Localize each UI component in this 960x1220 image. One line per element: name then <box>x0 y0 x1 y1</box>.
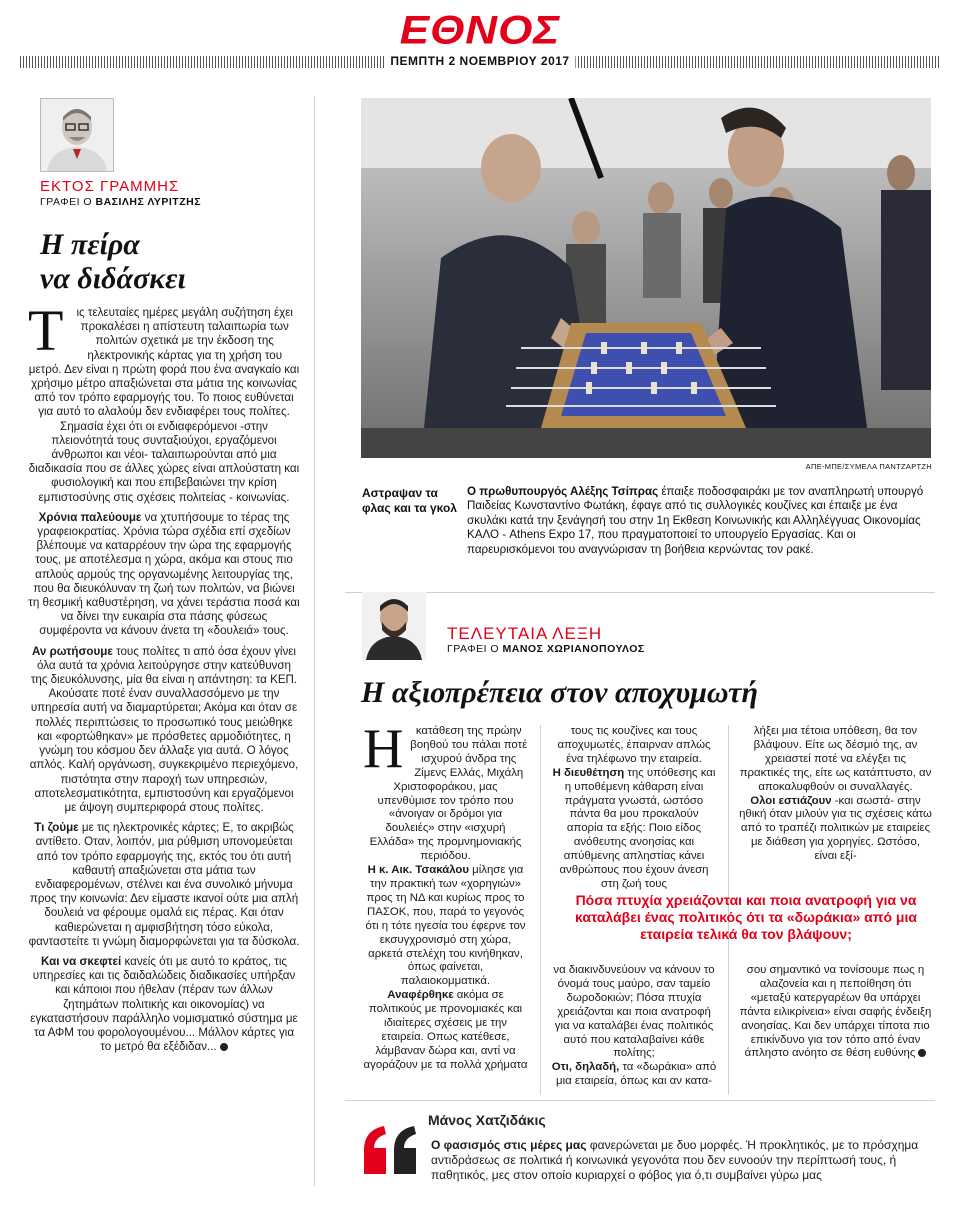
article2-column-2-lower <box>551 964 717 1089</box>
byline-2 <box>447 643 645 655</box>
pull-quote: Πόσα πτυχία χρειάζονται και ποια ανατροφή για να καταλάβει ένας πολιτικός ότι τα «δωράκια» από μια εταιρεία τελικά θα τον βλάψουν; <box>575 892 917 942</box>
a2-c2b-paragraph-2 <box>551 1061 717 1089</box>
left-p2-text: να χτυπήσουμε το τέρας της γραφειοκρατίας. Χρόνια τώρα σχέδια επί σχεδίων βλέπουμε να καταρρέουν την ώρα της εφαρμογής τους, με αποτέλεσμα η χώρα, ακόμα και στους πιο απλούς αρμούς της οργανωμένης λειτουργίας της, που θα διευκόλυναν τη ζωή των πολιτών, να βιώνει τη θεσμική καθυστέρηση, να χάνει τεράστια ποσά και να δίνει την ευκαιρία στα πάσης φύσεως συμφέροντα να κάνουν άνετα τη «δουλειά» τους. <box>28 510 300 638</box>
a2-c3-paragraph-1: λήξει μια τέτοια υπόθεση, θα τον βλάψουν. Είτε ως δέσμιό της, αν χρειαστεί ποτέ να ελέγξει τις πρακτικές της, είτε ως κατάπτυστο, αν αποκαλυφθούν οι συναλλαγές. <box>739 725 932 793</box>
photo-credit: ΑΠΕ-ΜΠΕ/ΣΥΜΕΛΑ ΠΑΝΤΖΑΡΤΖΗ <box>805 462 932 471</box>
a2-c2b-p2-text: τα «δωράκια» από μια εταιρεία, όπως και αν κατα- <box>556 1061 717 1088</box>
a2-c3-paragraph-2 <box>739 795 932 865</box>
author-photo-lyritzis <box>40 98 114 172</box>
newspaper-logo: ΕΘΝΟΣ <box>399 8 561 53</box>
column-rule-1 <box>540 725 541 1095</box>
left-p5-text: κανείς ότι με αυτό το κράτος, τις υπηρεσίες και τις δαιδαλώδεις διαδικασίες υπήρξαν και κάποιοι που ήθελαν (πέραν των άλλων ζητημάτων πολιτικής και οικονομίας) να εγκαταστήσουν παράλληλο νομισματικό σύστημα με τα ΑΦΜ του φορολογουμένου... Μάλλον κάρτες για το μετρό θα εξέδιδαν... <box>30 954 298 1054</box>
byline2-name: ΜΑΝΟΣ ΧΩΡΙΑΝΟΠΟΥΛΟΣ <box>502 643 645 655</box>
left-headline-line1: Η πείρα <box>40 228 140 261</box>
author-portrait-icon <box>41 99 113 171</box>
end-mark-icon <box>220 1043 228 1051</box>
quote-lead: Ο φασισμός στις μέρες μας <box>431 1138 587 1152</box>
a2-paragraph-3 <box>363 989 528 1072</box>
a2-dropcap: Η <box>363 718 404 780</box>
a2-p2-text: μίλησε για την πρακτική των «χορηγιών» προς τη ΝΔ και κυρίως προς το ΠΑΣΟΚ, που, παρά το γεγονός ότι η τότε ηγεσία του έφερνε τον εκσυγχρονισμό στη χώρα, αρκετά στελέχη του κινήθηκαν, όπως φαίνεται, παλαιοκομματικά. <box>365 864 526 988</box>
a2-c2-paragraph-1: τους τις κουζίνες και τους αποχυμωτές, έπαιρναν απλώς ένα τηλέφωνο την εταιρεία. <box>557 725 711 765</box>
article2-column-2 <box>551 725 717 892</box>
a2-c3b-p1-text: σου σημαντικό να τονίσουμε πως η αλαζονεία και η πεποίθηση ότι «μεταξύ κατεργαρέων θα υπάρχει πάντα ειλικρίνεια» είναι σαφής ένδειξη ανοησίας. Και δεν υπάρχει τίποτα πιο επικίνδυνο για τον τόπο από έναν άπληστο ανόητο σε θέση ευθύνης <box>739 964 932 1060</box>
a2-p1-text: κατάθεση της πρώην βοηθού του πάλαι ποτέ ισχυρού άνδρα της Ζίμενς Ελλάς, Μιχάλη Χριστοφοράκου, μας υπενθύμισε τον τρόπο που «άνοιγαν οι δρόμοι για δουλειές» στην «ισχυρή Ελλάδα» της προμνημονιακής περιόδου. <box>369 725 528 863</box>
left-kicker-block <box>40 178 300 208</box>
quote-text <box>431 1138 933 1183</box>
author2-portrait-icon <box>362 592 426 660</box>
caption-title: Αστραψαν τα φλας και τα γκολ <box>362 486 457 515</box>
left-paragraph-4 <box>28 821 300 949</box>
left-p5-lead: Και να σκεφτεί <box>40 954 122 968</box>
a2-c3b-paragraph-1 <box>739 964 932 1061</box>
quote-mark-icon <box>360 1124 424 1176</box>
column-kicker: ΕΚΤΟΣ ΓΡΑΜΜΗΣ <box>40 178 180 195</box>
news-photo-foosball <box>361 98 931 458</box>
left-paragraph-1 <box>28 298 300 505</box>
a2-c2-p2-lead: Η διευθέτηση <box>552 766 625 779</box>
quote-body: φανερώνεται με δυο μορφές. Ή προκλητικός, με το πρόσχημα αντιδράσεως σε πολιτικά ή κοινωνικά γεγονότα που δεν ευνοούν την περίπτωσή τους, ή παθητικός, μες στον οποίο κυριαρχεί ο φόβος για ό,τι συμβαίνει γύρω μας <box>431 1138 919 1182</box>
column-kicker-2: ΤΕΛΕΥΤΑΙΑ ΛΕΞΗ <box>447 624 603 643</box>
column-divider <box>314 96 315 1186</box>
article2-column-3 <box>739 725 932 864</box>
left-headline <box>40 228 300 296</box>
a2-p3-text: ακόμα σε πολιτικούς με προνομιακές και ιδιαίτερες σχέσεις με την εταιρεία. Οπως κατέθεσε, λάμβαναν δώρα και, αντί να αγοράζουν με τα πολλά χρήματα <box>363 989 528 1071</box>
left-dropcap: Τ <box>28 298 64 363</box>
left-paragraph-5 <box>28 955 300 1054</box>
byline-name: ΒΑΣΙΛΗΣ ΛΥΡΙΤΖΗΣ <box>95 196 201 208</box>
a2-c3-p2-lead: Ολοι εστιάζουν <box>750 794 832 807</box>
a2-c3-p2-text: -και σωστά- στην ηθική όταν μιλούν για τις σχέσεις κάτω από το τραπέζι πολιτικών με εταιρείες με διάθεση για χορηγίες. Ωστόσο, είναι εξί- <box>739 794 932 863</box>
article2-column-1 <box>363 718 528 1073</box>
quote-author-name: Μάνος Χατζιδάκις <box>428 1112 546 1128</box>
quote-box-rule <box>345 1100 935 1101</box>
left-p3-text: τους πολίτες τι από όσα έχουν γίνει όλα αυτά τα χρόνια λειτούργησε στην κατεύθυνση της διευκόλυνσης, μία θα είναι η απάντηση: τα ΚΕΠ. Ακούσατε ποτέ έναν συναλλασσόμενο με την υπηρεσία αυτή να διαμαρτύρεται; Ακόμα και όταν σε πολλές περιπτώσεις το προσωπικό τους μειώθηκε και «φορτώθηκαν» με πρόσθετες αρμοδιότητες, η γνώμη του κόσμου δεν άλλαξε για αυτά. Ο λόγος απλός. Καλή οργάνωση, συγκεκριμένο περιεχόμενο, πιστότητα στην παροχή των υπηρεσιών, αποτελεσματικότητα, εμπιστοσύνη και εργαζόμενοι με άψογη συμπεριφορά στους πολίτες. <box>29 644 299 814</box>
a2-c2b-p2-lead: Οτι, δηλαδή, <box>551 1061 620 1074</box>
article2-column-3-lower <box>739 964 932 1061</box>
caption-body: έπαιξε ποδοσφαιράκι με τον αναπληρωτή υπουργό Παιδείας Κωνσταντίνο Φωτάκη, έφαγε από τις συλλογικές κουζίνες και έπαιξε με ένα σκυλάκι κατά την ξενάγησή του στην 1η Εκθεση Κοινωνικής και Αλληλέγγυας Οικονομίας ΚΑΛΟ - Athens Expo 17, που πραγματοποιεί το υπουργείο Εργασίας. Και οι παρευρισκόμενοι του αναγνώρισαν τη βοήθεια κερνώντας τον ρακέ. <box>467 485 924 556</box>
a2-p3-lead: Αναφέρθηκε <box>387 989 454 1002</box>
a2-paragraph-1 <box>363 718 528 864</box>
a2-p2-lead: Η κ. Αικ. Τσακάλου <box>367 864 469 877</box>
a2-c2b-paragraph-1: να διακινδυνεύουν να κάνουν το όνομά τους μαύρο, σαν ταμείο δωροδοκιών; Πόσα πτυχία χρειάζονται και ποια ανατροφή για να καταλάβει ένας πολιτικός αυτό που καταλαβαίνει κάθε πολίτης; <box>553 964 715 1060</box>
a2-paragraph-2 <box>363 864 528 989</box>
caption-lead: Ο πρωθυπουργός Αλέξης Τσίπρας <box>467 485 659 498</box>
left-p2-lead: Χρόνια παλεύουμε <box>38 510 142 524</box>
dateline-rule <box>20 56 940 68</box>
a2-c2-p2-text: της υπόθεσης και η υποθέμενη κάθαρση είναι πράγματα γνωστά, ωστόσο πάντα θα μου προκαλούν απορία τα εξής: Ποιο είδος ανόθευτης ανοησίας και απύθμενης απληστίας κάνει ανθρώπους που έχουν άνεση στη ζωή τους <box>559 766 716 890</box>
a2-c2-paragraph-2 <box>551 767 717 892</box>
byline <box>40 196 300 208</box>
byline2-prefix: ΓΡΑΦΕΙ Ο <box>447 643 500 655</box>
left-p4-lead: Τι ζούμε <box>34 821 79 835</box>
left-paragraph-3 <box>28 645 300 815</box>
left-paragraph-2 <box>28 511 300 639</box>
section-separator <box>345 592 935 593</box>
left-headline-line2: να διδάσκει <box>40 262 186 295</box>
end-mark-icon-2 <box>918 1049 926 1057</box>
photo-caption <box>467 485 933 557</box>
author-photo-chorianopoulos <box>362 592 426 660</box>
left-p1-text: ις τελευταίες ημέρες μεγάλη συζήτηση έχει προκαλέσει η απίστευτη ταλαιπωρία των πολιτών σχετικά με την έκδοση της ηλεκτρονικής κάρτας για τη χρήση του μετρό. Δεν είναι η πρώτη φορά που ένα αναγκαίο και χρήσιμο μέτρο απαξιώνεται στα μάτια της κοινωνίας από τον τρόπο εφαρμογής του. Το ποιος ευθύνεται για αυτό το αλαλούμ δεν ενδιαφέρει τους πολίτες. Σημασία έχει ότι οι ενδιαφερόμενοι -στην πλειονότητά τους συνταξιούχοι, εργαζόμενοι άνθρωποι και νέοι- ταλαιπωρούνται από μια διαδικασία που σε άλλες χώρες είναι απλούστατη και φυσιολογική και που επιβεβαιώνει την κρίση εμπιστοσύνης στις σχέσεις πολιτείας - κοινωνίας. <box>28 306 300 504</box>
right-headline: Η αξιοπρέπεια στον αποχυμωτή <box>361 676 758 709</box>
issue-date: ΠΕΜΠΤΗ 2 ΝΟΕΜΒΡΙΟΥ 2017 <box>384 53 575 69</box>
left-p3-lead: Αν ρωτήσουμε <box>31 644 113 658</box>
masthead <box>0 8 960 54</box>
left-article-body <box>28 298 300 1060</box>
left-p4-text: με τις ηλεκτρονικές κάρτες; Ε, το ακριβώς αντίθετο. Οταν, λοιπόν, μια ρύθμιση υπονομεύεται από τον τρόπο εφαρμογής της, εκτός του ότι αυτή καθαυτή απαξιώνεται στα μάτια των ενδιαφερομένων, στέλνει και ένα συνολικό μήνυμα προς την κοινωνία: Δεν είμαστε ικανοί ούτε μια απλή δουλειά να φέρουμε ομαλά εις πέρας. Και όταν καθιερώνεται η αμφισβήτηση τόσο εύκολα, φανταστείτε τι γνώμη διαμορφώνεται για τα δύσκολα. <box>28 821 300 948</box>
byline-prefix: ΓΡΑΦΕΙ Ο <box>40 196 93 208</box>
foosball-scene-icon <box>361 98 931 458</box>
